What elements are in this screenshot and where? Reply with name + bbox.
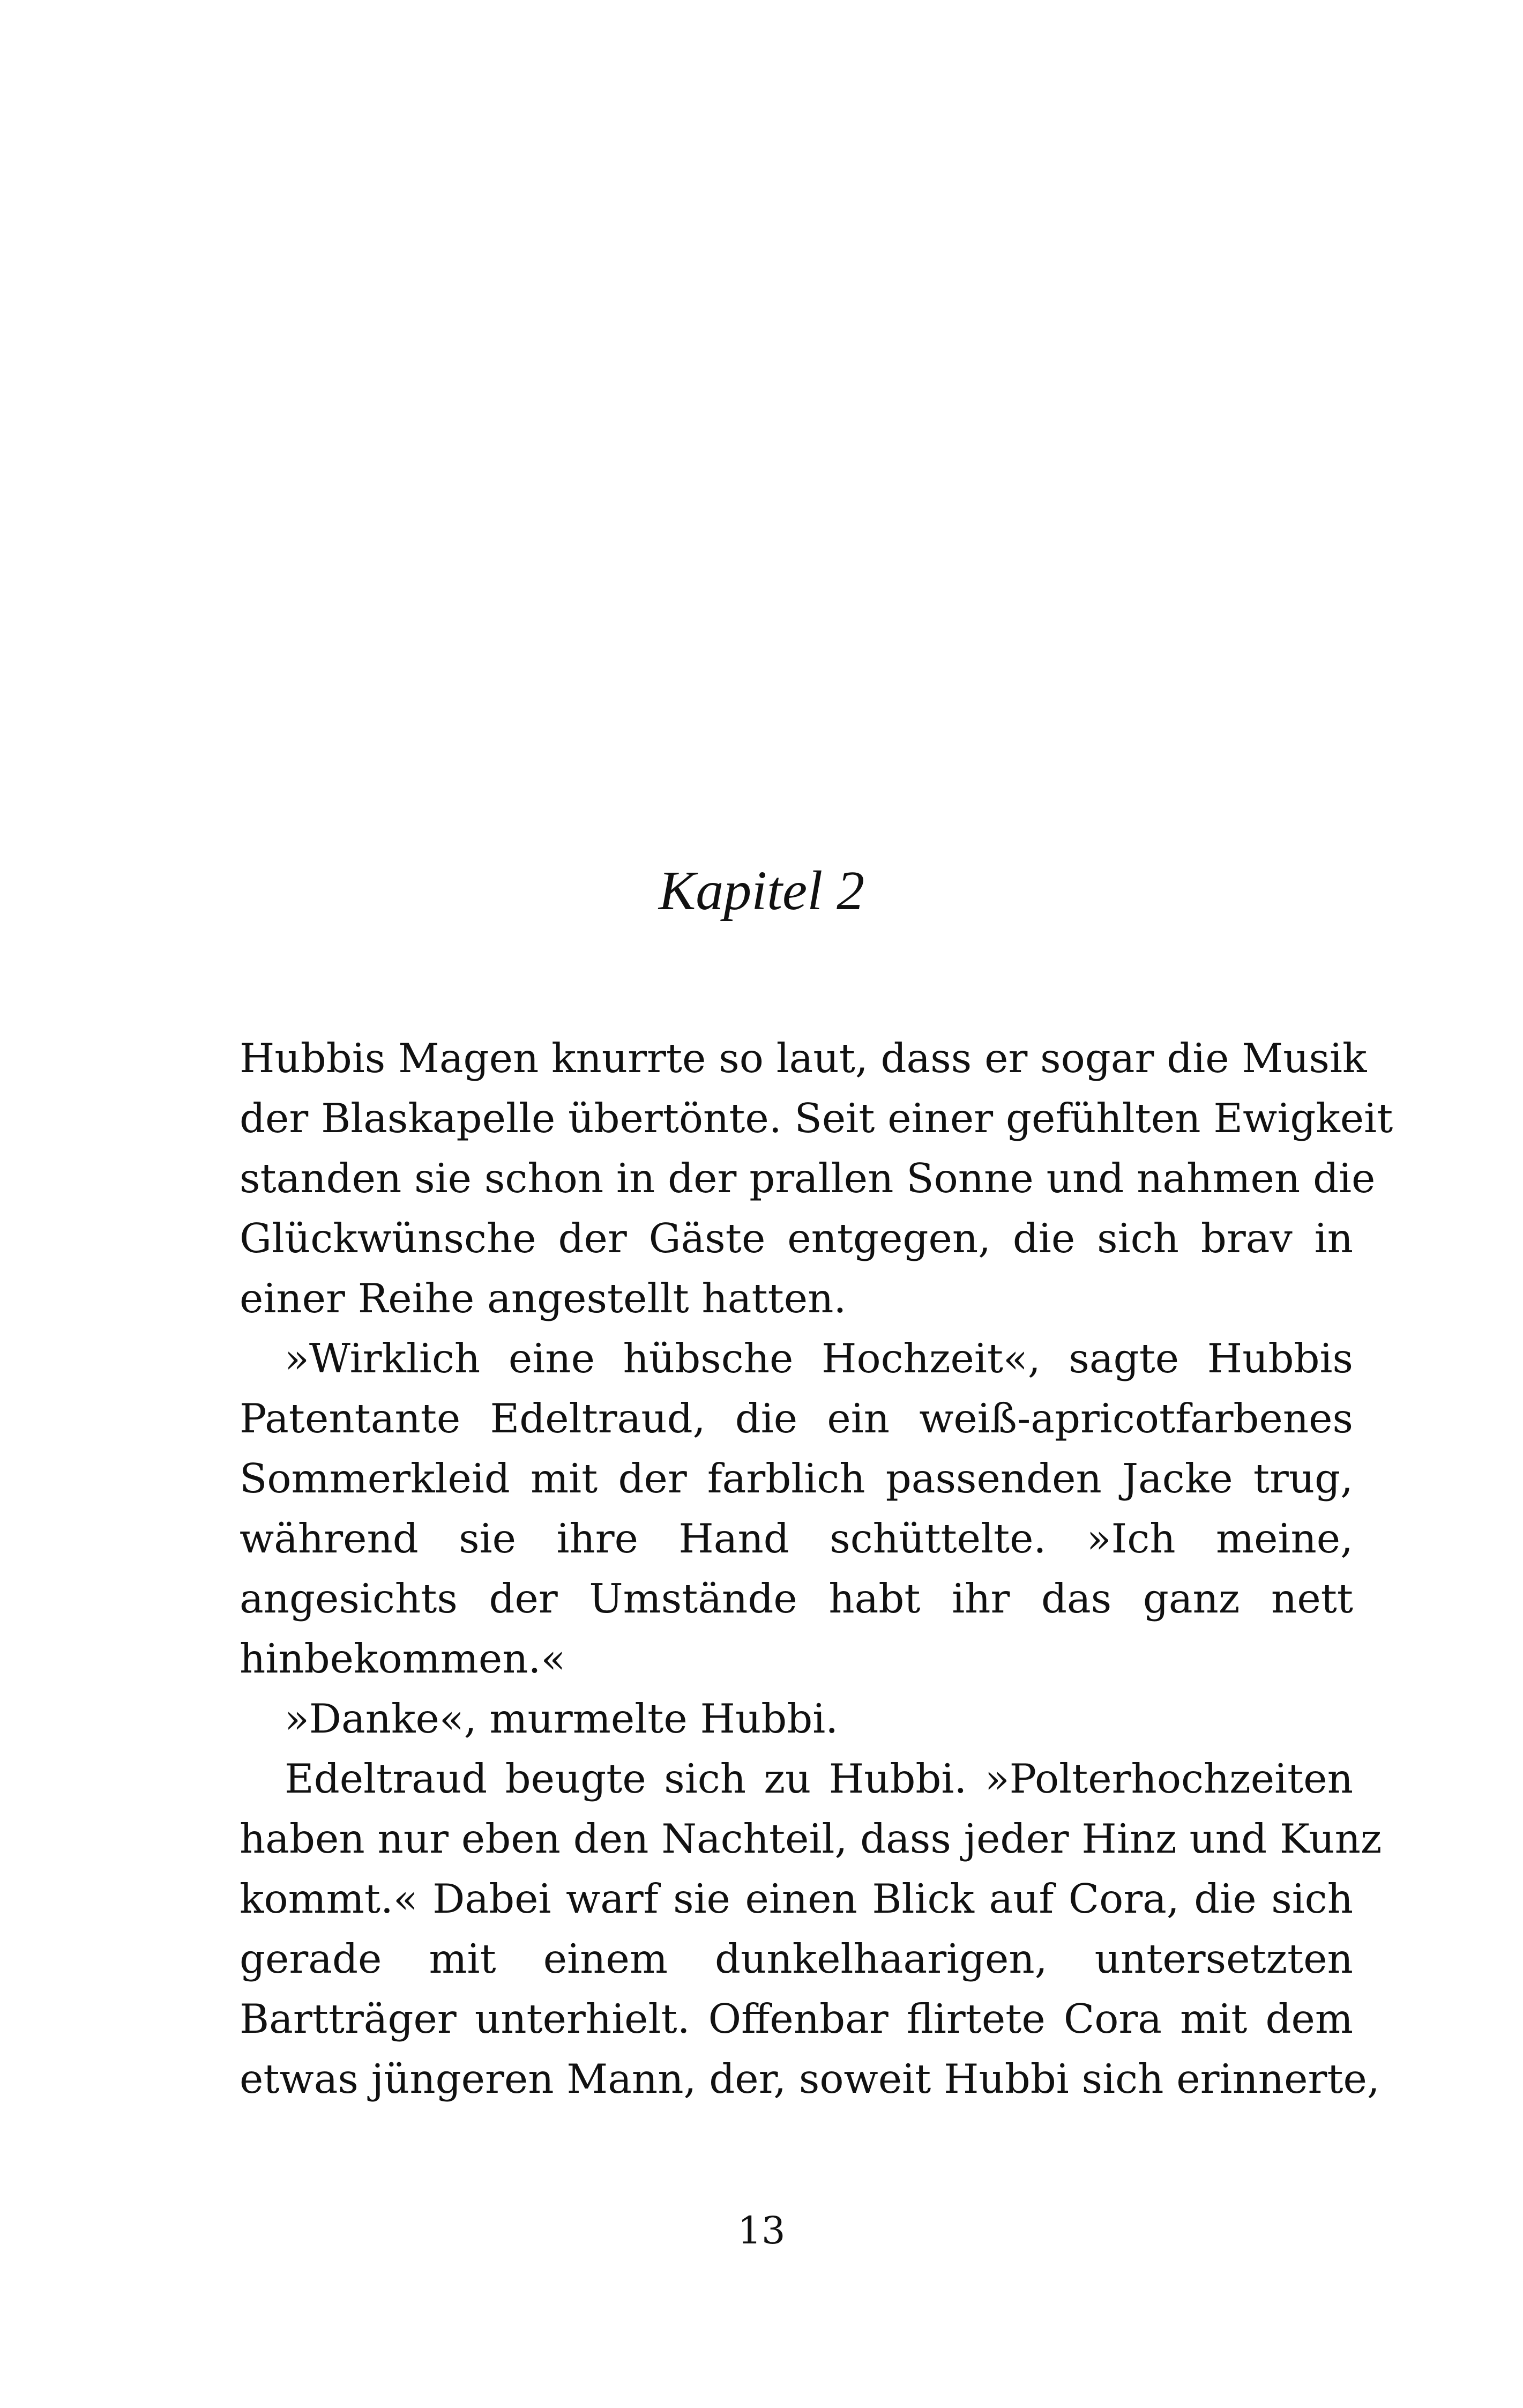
text-line: Sommerkleid mit der farblich passenden Jacke trug, — [240, 1455, 1353, 1502]
text-line: Glückwünsche der Gäste entgegen, die sich brav in — [240, 1215, 1353, 1262]
text-line: Hubbis Magen knurrte so laut, dass er sogar die Musik — [240, 1035, 1367, 1082]
text-line: haben nur eben den Nachteil, dass jeder Hinz und Kunz — [240, 1815, 1382, 1862]
paragraph-3 — [240, 1689, 1353, 1749]
text-line: hinbekommen.« — [240, 1635, 566, 1682]
text-line: Edeltraud beugte sich zu Hubbi. »Polterhochzeiten — [285, 1755, 1353, 1802]
text-line: kommt.« Dabei warf sie einen Blick auf Cora, die sich — [240, 1875, 1353, 1922]
paragraph-4 — [240, 1749, 1382, 2109]
text-line: standen sie schon in der prallen Sonne und nahmen die — [240, 1155, 1376, 1202]
text-line: der Blaskapelle übertönte. Seit einer gefühlten Ewigkeit — [240, 1095, 1393, 1142]
text-line: Patentante Edeltraud, die ein weiß-apricotfarbenes — [240, 1395, 1353, 1442]
text-line: »Danke«, murmelte Hubbi. — [285, 1695, 839, 1742]
text-line: Bartträger unterhielt. Offenbar flirtete Cora mit dem — [240, 1995, 1353, 2042]
paragraph-2 — [240, 1328, 1353, 1689]
paragraph-1 — [240, 1028, 1393, 1328]
text-line: angesichts der Umstände habt ihr das ganz nett — [240, 1575, 1353, 1622]
text-line: einer Reihe angestellt hatten. — [240, 1275, 847, 1322]
text-line: während sie ihre Hand schüttelte. »Ich meine, — [240, 1515, 1353, 1562]
text-line: gerade mit einem dunkelhaarigen, untersetzten — [240, 1935, 1353, 1982]
body-text — [240, 1028, 1393, 2109]
page-number: 13 — [737, 2209, 786, 2253]
text-line: etwas jüngeren Mann, der, soweit Hubbi sich erinnerte, — [240, 2055, 1380, 2102]
chapter-title: Kapitel 2 — [658, 860, 865, 921]
text-line: »Wirklich eine hübsche Hochzeit«, sagte Hubbis — [285, 1335, 1353, 1382]
